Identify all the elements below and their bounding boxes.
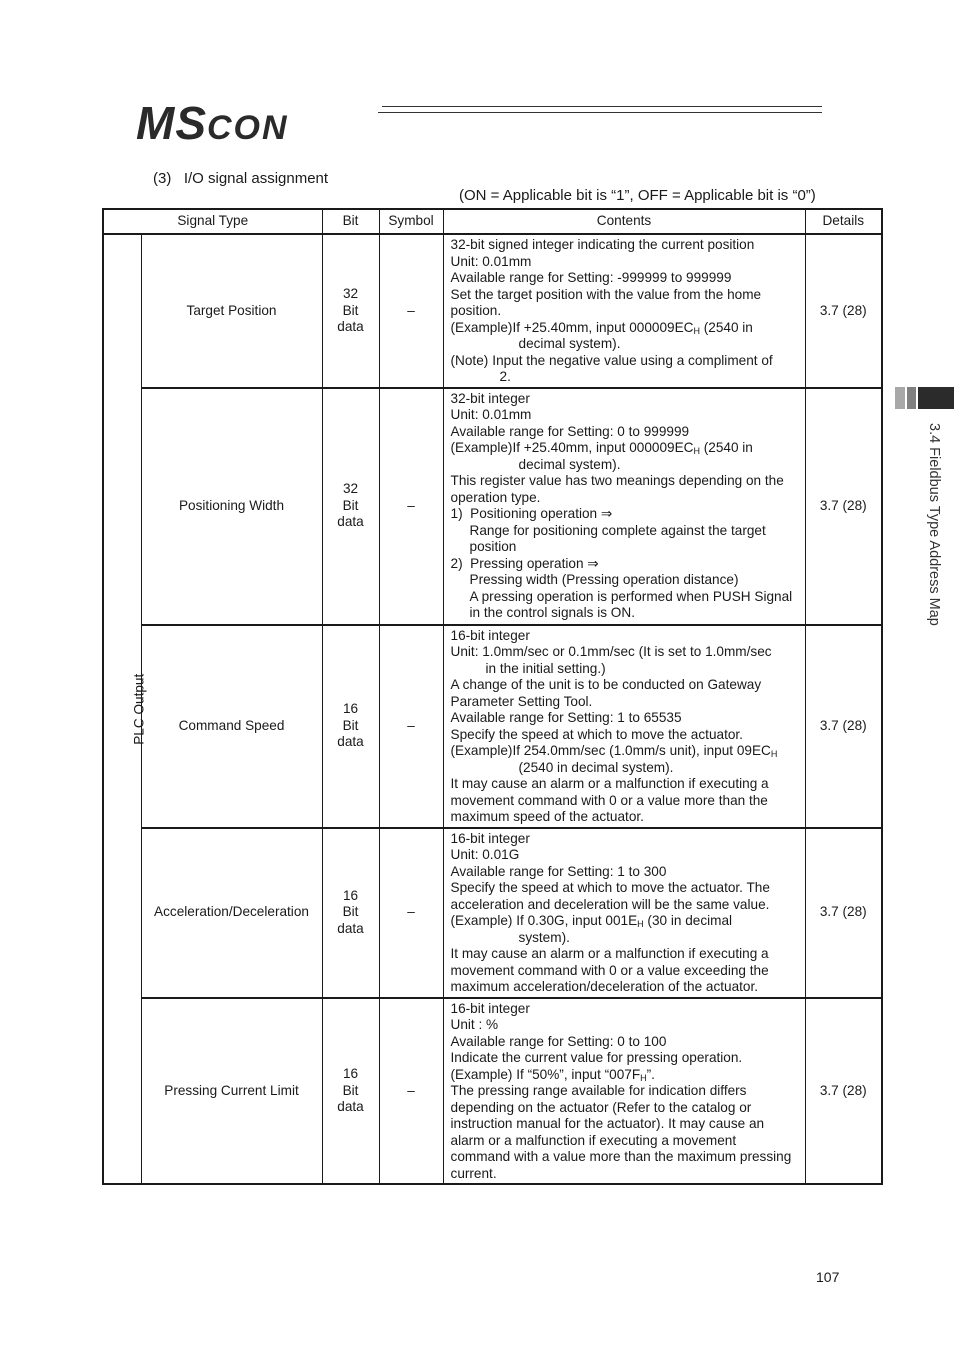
details-ref: 3.7 (28) xyxy=(805,625,882,828)
signal-name: Positioning Width xyxy=(141,388,322,625)
contents-cell: 16-bit integer Unit: 1.0mm/sec or 0.1mm/sec (It is set to 1.0mm/sec in the initial setting.) A change of the unit is to be conducted on Gateway Parameter Setting Tool. Available range for Setting: 1 to 65535 Specify the speed at which to move the actuator. (Example) If 254.0mm/sec (1.0mm/s unit), input $09EC_H$ (2540 in decimal system). It may cause an alarm or a malfunction if executing a movement command with 0 or a value more than the maximum speed of the actuator. xyxy=(443,625,805,828)
contents-cell: 16-bit integer Unit: 0.01G Available range for Setting: 1 to 300 Specify the speed at which to move the actuator. The acceleration and deceleration will be the same value. (Example) If 0.30G, input $001E_H$ (30 in decimal system). It may cause an alarm or a malfunction if executing a movement command with 0 or a value exceeding the maximum acceleration/deceleration of the actuator. xyxy=(443,828,805,998)
symbol-cell: – xyxy=(379,998,443,1185)
header-details: Details xyxy=(805,209,882,234)
header-symbol: Symbol xyxy=(379,209,443,234)
table-row xyxy=(103,625,882,828)
header-rule-bottom xyxy=(378,112,822,113)
table-row xyxy=(103,828,882,998)
table-row xyxy=(103,998,882,1185)
signal-name: Pressing Current Limit xyxy=(141,998,322,1185)
symbol-cell: – xyxy=(379,234,443,388)
bit-cell: 32 Bit data xyxy=(322,234,379,388)
details-ref: 3.7 (28) xyxy=(805,388,882,625)
details-ref: 3.7 (28) xyxy=(805,828,882,998)
signal-name: Command Speed xyxy=(141,625,322,828)
signal-name: Target Position xyxy=(141,234,322,388)
signal-name: Acceleration/Deceleration xyxy=(141,828,322,998)
symbol-cell: – xyxy=(379,625,443,828)
io-signal-table xyxy=(102,208,883,1185)
contents-cell: 32-bit signed integer indicating the current position Unit: 0.01mm Available range for Setting: -999999 to 999999 Set the target position with the value from the home position. (Example) If +25.40mm, input $000009EC_H$ (2540 in decimal system). (Note) Input the negative value using a compliment of 2. xyxy=(443,234,805,388)
category-cell xyxy=(103,234,147,1184)
table-row xyxy=(103,388,882,625)
header-bit: Bit xyxy=(322,209,379,234)
section-title: (3) I/O signal assignment xyxy=(153,170,329,187)
category-label: PLC Output xyxy=(131,673,147,745)
bit-cell: 32 Bit data xyxy=(322,388,379,625)
header-contents: Contents xyxy=(443,209,805,234)
contents-cell: 16-bit integer Unit : % Available range for Setting: 0 to 100 Indicate the current value for pressing operation. (Example) If “50%”, input “$007F_H$”. The pressing range available for indication differs depending on the actuator (Refer to the catalog or instruction manual for the actuator). It may cause an alarm or a malfunction if executing a movement command with a value more than the maximum pressing current. xyxy=(443,998,805,1185)
table-header-row xyxy=(103,209,882,234)
header-signal-type: Signal Type xyxy=(103,209,322,234)
bit-cell: 16 Bit data xyxy=(322,998,379,1185)
page-number: 107 xyxy=(816,1269,840,1285)
details-ref: 3.7 (28) xyxy=(805,998,882,1185)
header-rule-top xyxy=(382,106,822,107)
contents-cell: 32-bit integer Unit: 0.01mm Available range for Setting: 0 to 999999 (Example) If +25.40mm, input $000009EC_H$ (2540 in decimal system). This register value has two meanings depending on the operation type. 1) Positioning operation ⇒ Range for positioning complete against the target position 2) Pressing operation ⇒ Pressing width (Pressing operation distance) A pressing operation is performed when PUSH Signal in the control signals is ON. xyxy=(443,388,805,625)
mscon-logo: MSCON xyxy=(136,97,289,149)
bit-legend: (ON = Applicable bit is “1”, OFF = Applicable bit is “0”) xyxy=(459,187,816,204)
table-row xyxy=(103,234,882,388)
symbol-cell: – xyxy=(379,388,443,625)
symbol-cell: – xyxy=(379,828,443,998)
chapter-side-label: 3.4 Fieldbus Type Address Map xyxy=(926,423,942,626)
bit-cell: 16 Bit data xyxy=(322,625,379,828)
bit-cell: 16 Bit data xyxy=(322,828,379,998)
details-ref: 3.7 (28) xyxy=(805,234,882,388)
chapter-tab-marker xyxy=(895,387,954,409)
